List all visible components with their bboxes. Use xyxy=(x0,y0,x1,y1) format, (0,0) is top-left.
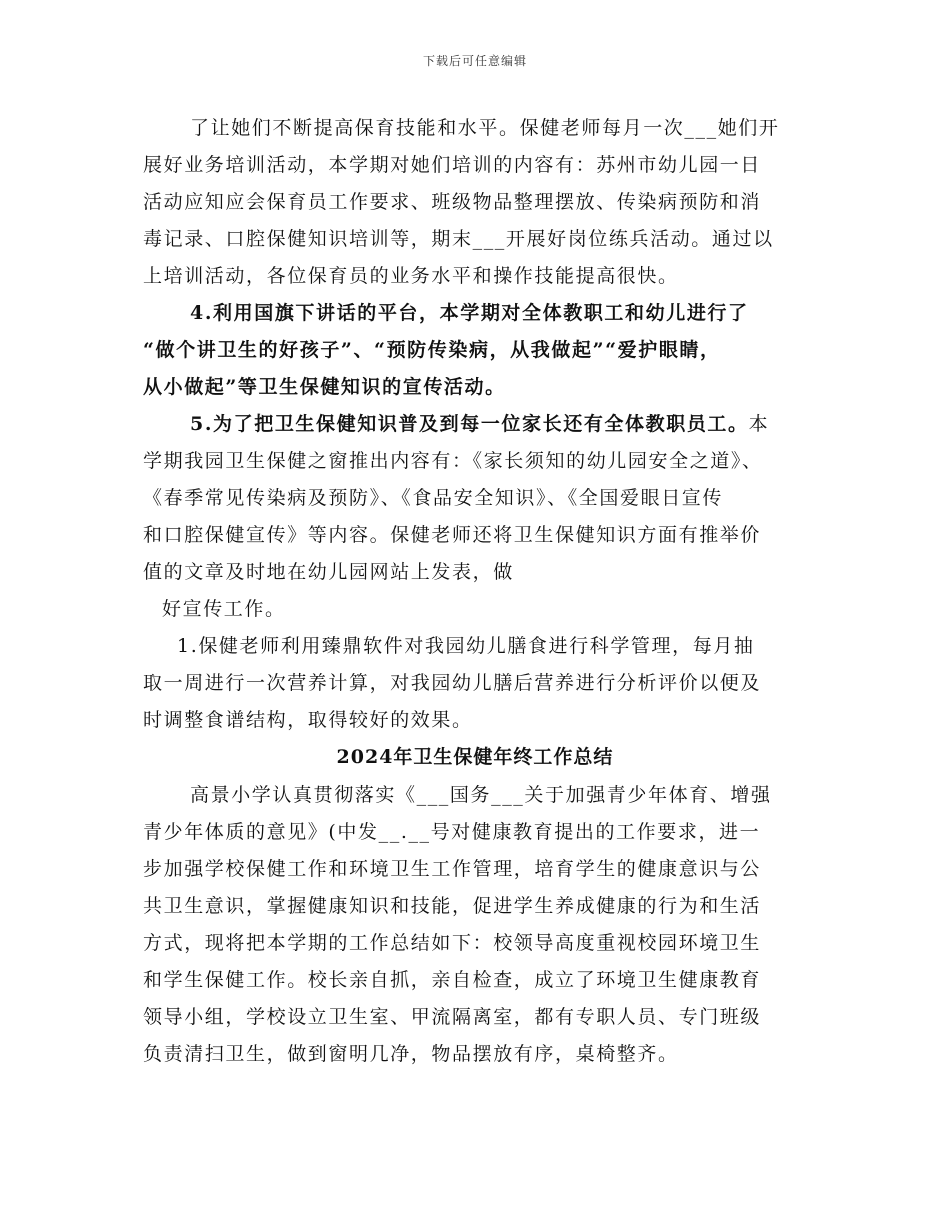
text-line: 负责清扫卫生，做到窗明几净，物品摆放有序，桌椅整齐。 xyxy=(143,1043,679,1065)
paragraph-nutrition xyxy=(143,628,813,739)
text-line: 高景小学认真贯彻落实《___国务___关于加强青少年体育、增强 xyxy=(190,784,772,806)
text-line: 取一周进行一次营养计算，对我园幼儿膳后营养进行分析评价以便及 xyxy=(143,672,762,694)
text-line: 青少年体质的意见》(中发__.__号对健康教育提出的工作要求，进一 xyxy=(143,821,761,843)
text-line: 展好业务培训活动，本学期对她们培训的内容有：苏州市幼儿园一日 xyxy=(143,154,762,176)
text-line: “做个讲卫生的好孩子”、“预防传染病，从我做起”“爱护眼睛， xyxy=(143,339,721,361)
text-fragment: 本 xyxy=(748,413,770,435)
text-line: 值的文章及时地在幼儿园网站上发表，做 xyxy=(143,561,514,583)
text-line: 方式，现将把本学期的工作总结如下：校领导高度重视校园环境卫生 xyxy=(143,932,762,954)
text-line: 时调整食谱结构，取得较好的效果。 xyxy=(143,709,473,731)
paragraph-health-window xyxy=(143,406,813,628)
text-line: 好宣传工作。 xyxy=(162,598,286,620)
text-line: 共卫生意识，掌握健康知识和技能，促进学生养成健康的行为和生活 xyxy=(143,895,762,917)
text-line: 和口腔保健宣传》等内容。保健老师还将卫生保健知识方面有推举价 xyxy=(143,524,762,546)
text-line: 《春季常见传染病及预防》、《食品安全知识》、《全国爱眼日宣传 xyxy=(143,487,724,509)
text-line: 毒记录、口腔保健知识培训等，期末___开展好岗位练兵活动。通过以 xyxy=(143,228,774,250)
text-line xyxy=(143,406,813,443)
text-line: 和学生保健工作。校长亲自抓，亲自检查，成立了环境卫生健康教育 xyxy=(143,969,762,991)
text-line: 步加强学校保健工作和环境卫生工作管理，培育学生的健康意识与公 xyxy=(143,858,762,880)
paragraph-flag-speech xyxy=(143,295,813,406)
text-line: 4.利用国旗下讲话的平台，本学期对全体教职工和幼儿进行了 xyxy=(190,302,749,324)
page-header-note: 下载后可任意编辑 xyxy=(422,54,527,68)
text-line: 1.保健老师利用臻鼎软件对我园幼儿膳食进行科学管理，每月抽 xyxy=(177,635,755,657)
bold-lead: 5.为了把卫生保健知识普及到每一位家长还有全体教职员工。 xyxy=(190,413,749,435)
text-line: 学期我园卫生保健之窗推出内容有：《家长须知的幼儿园安全之道》、 xyxy=(143,450,763,472)
text-line: 上培训活动，各位保育员的业务水平和操作技能提高很快。 xyxy=(143,265,679,287)
text-line: 领导小组，学校设立卫生室、甲流隔离室，都有专职人员、专门班级 xyxy=(143,1006,762,1028)
paragraph-training xyxy=(143,110,813,295)
text-line: 活动应知应会保育员工作要求、班级物品整理摆放、传染病预防和消 xyxy=(143,191,762,213)
text-line: 了让她们不断提高保育技能和水平。保健老师每月一次___她们开 xyxy=(190,117,780,139)
document-title: 2024年卫生保健年终工作总结 xyxy=(336,746,614,768)
paragraph-school-summary xyxy=(143,777,813,1073)
text-line: 从小做起”等卫生保健知识的宣传活动。 xyxy=(143,376,506,398)
